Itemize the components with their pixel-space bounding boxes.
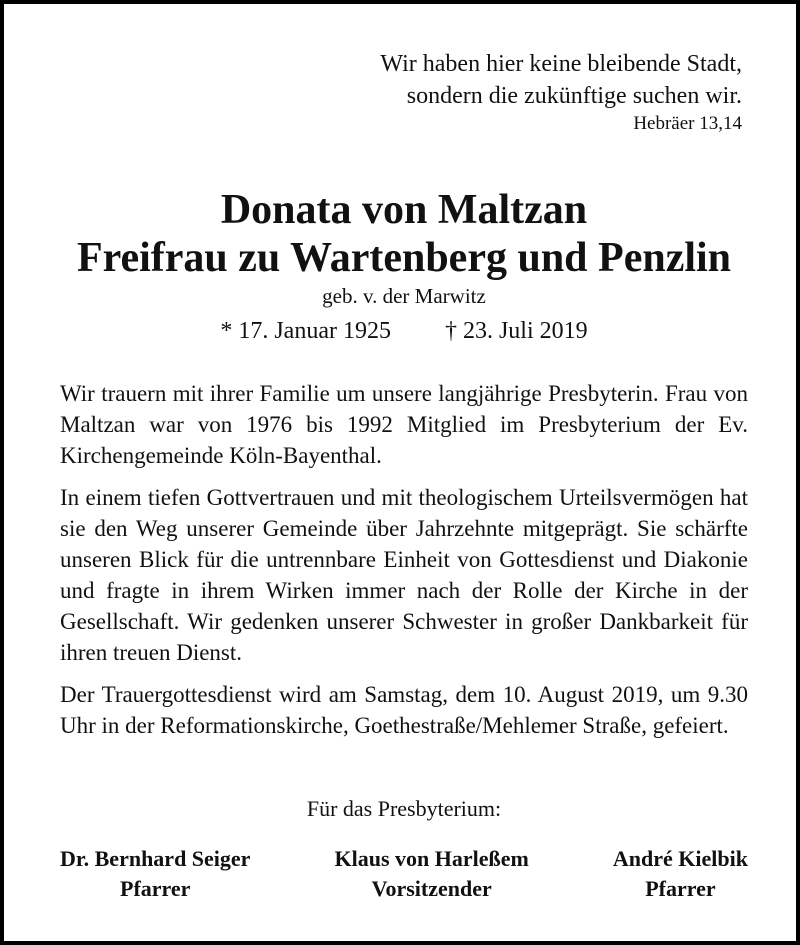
birth-date: * 17. Januar 1925: [220, 318, 391, 344]
deceased-name: [4, 186, 800, 282]
life-dates: [4, 318, 800, 345]
quote-line-1: Wir haben hier keine bleibende Stadt,: [380, 51, 742, 77]
signer-2: [335, 844, 529, 904]
signer-name: Klaus von Harleßem: [334, 846, 529, 871]
signature-intro: Für das Presbyterium:: [306, 796, 502, 821]
signer-role: Pfarrer: [645, 876, 716, 901]
quote-reference: Hebräer 13,14: [633, 113, 742, 134]
signer-role: Vorsitzender: [371, 876, 492, 901]
paragraph-2: In einem tiefen Gottvertrauen und mit theologischem Urteilsvermögen hat sie den Weg unserer Gemeinde über Jahrzehnte mitgeprägt. Sie schärfte unseren Blick für die untrennbare Einheit von Gottesdienst und Diakonie und fragte in ihrem Wirken immer nach der Rolle der Kirche in der Gesellschaft. Wir gedenken unserer Schwester in großer Dankbarkeit für ihren treuen Dienst.: [60, 485, 748, 665]
signatures: [60, 844, 748, 904]
maiden-name: geb. v. der Marwitz: [322, 284, 486, 308]
paragraph-3: Der Trauergottesdienst wird am Samstag, dem 10. August 2019, um 9.30 Uhr in der Reformationskirche, Goethestraße/Mehlemer Straße, gefeiert.: [60, 682, 748, 738]
bible-quote: [380, 48, 742, 136]
name-line-2: Freifrau zu Wartenberg und Penzlin: [76, 235, 732, 281]
paragraph-1: Wir trauern mit ihrer Familie um unsere langjährige Presbyterin. Frau von Maltzan war von 1976 bis 1992 Mitglied im Presbyterium der Ev. Kirchengemeinde Köln-Bayenthal.: [60, 381, 748, 468]
signer-name: Dr. Bernhard Seiger: [60, 846, 251, 871]
signer-1: [60, 844, 250, 904]
death-date: † 23. Juli 2019: [444, 318, 588, 344]
signer-role: Pfarrer: [120, 876, 191, 901]
name-line-1: Donata von Maltzan: [220, 187, 588, 233]
quote-line-2: sondern die zukünftige suchen wir.: [406, 83, 742, 109]
obituary-text: [60, 378, 748, 752]
signer-3: [613, 844, 748, 904]
signer-name: André Kielbik: [612, 846, 748, 871]
